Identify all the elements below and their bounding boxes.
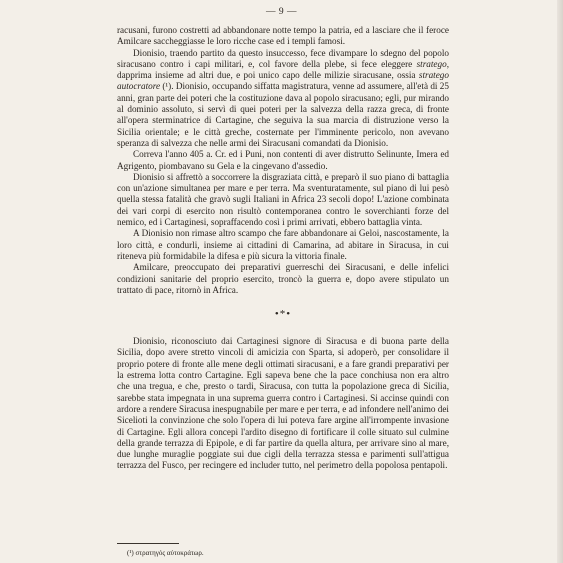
- paragraph-5: A Dionisio non rimase altro scampo che fare abbandonare ai Geloi, nascostamente, la loro città, e condurli, insieme ai cittadini di Camarina, ad abitare in Siracusa, in cui riteneva più formidabile la difesa e più sicura la vittoria finale.: [117, 228, 449, 261]
- paragraph-2-part-3: (¹). Dionisio, occupando siffatta magistratura, venne ad assumere, all'età di 25 anni, gran parte dei poteri che la costituzione dava al popolo siracusano; egli, pur mirando al dominio assoluto, si servì di quei poteri per la salvezza della razza greca, di fronte all'opera sterminatrice di Cartagine, che seguiva la sua marcia di distruzione verso la Sicilia orientale; e le città greche, costernate per l'imminente pericolo, non avevano speranza di salvezza che nelle armi dei Siracusani comandati da Dionisio.: [117, 81, 449, 148]
- scan-edge: [557, 0, 563, 563]
- body-text: [117, 25, 449, 472]
- paragraph-7: Dionisio, riconosciuto dai Cartaginesi signore di Siracusa e di buona parte della Sicilia, dopo avere stretto vincoli di amicizia con Sparta, si adoperò, per consolidare il proprio potere di fronte alle mene degli ottimati siracusani, e a fare grandi preparativi per la estrema lotta contro Cartagine. Egli sapeva bene che la pace conchiusa non era altro che una tregua, e che, presto o tardi, Siracusa, con tutta la popolazione greca di Sicilia, sarebbe stata impegnata in una suprema guerra contro i Cartaginesi. Si accinse quindi con ardore a rendere Siracusa inespugnabile per mare e per terra, e ad infondere nell'animo dei Sicelioti la convinzione che solo l'opera di lui poteva fare argine all'irrompente invasione di Cartagine. Egli allora concepì l'ardito disegno di fortificare il colle situato sul culmine della grande terrazza di Epipole, e di far partire da quella altura, per arrivare sino al mare, due lunghe muraglie poggiate sui due cigli della terrazza stessa e parimenti sull'attigua terrazza del Fusco, per recingere ed includer tutto, nel perimetro della popolosa pentapoli.: [117, 336, 449, 471]
- paragraph-2-part-2: , dapprima insieme ad altri due, e poi unico capo delle milizie siracusane, ossia: [117, 58, 449, 81]
- footnote-divider: [117, 543, 179, 544]
- term-stratego: stratego: [416, 58, 447, 69]
- section-break: [117, 296, 449, 336]
- paragraph-3: Correva l'anno 405 a. Cr. ed i Puni, non contenti di aver distrutto Selinunte, Imera ed Agrigento, piombavano su Gela e la cingevano d'assedio.: [117, 149, 449, 171]
- section-dinkus: •*•: [274, 308, 292, 321]
- page-number: — 9 —: [266, 7, 297, 17]
- paragraph-2-part-1: Dionisio, traendo partito da questo insuccesso, fece divampare lo sdegno del popolo siracusano contro i capi militari, e, col favore della plebe, si fece eleggere: [117, 47, 449, 69]
- paragraph-1: racusani, furono costretti ad abbandonare notte tempo la patria, ed a lasciare che il feroce Amilcare saccheggiasse le loro ricche case ed i templi famosi.: [117, 25, 449, 47]
- paragraph-6: Amilcare, preoccupato dei preparativi guerreschi dei Siracusani, e delle infelici condizioni sanitarie del proprio esercito, troncò la guerra e, dopo avere stipulato un trattato di pace, ritornò in Africa.: [117, 262, 449, 295]
- paragraph-2: [117, 48, 449, 150]
- term-stratego-autocratore: stratego autocratore: [117, 70, 449, 92]
- footnote: (¹) στρατηγός αὐτοκράτωρ.: [127, 549, 204, 557]
- paragraph-4: Dionisio si affrettò a soccorrere la disgraziata città, e preparò il suo piano di battaglia con un'azione simultanea per mare e per terra. Ma sventuratamente, sul piano di lui pesò quella stessa fatalità che gravò sugli Italiani in Africa 23 secoli dopo! L'azione combinata dei vari corpi di esercito non risultò contemporanea contro le soverchianti forze del nemico, ed i Cartaginesi, sopraffacendo così i primi arrivati, ebbero battaglia vinta.: [117, 171, 449, 228]
